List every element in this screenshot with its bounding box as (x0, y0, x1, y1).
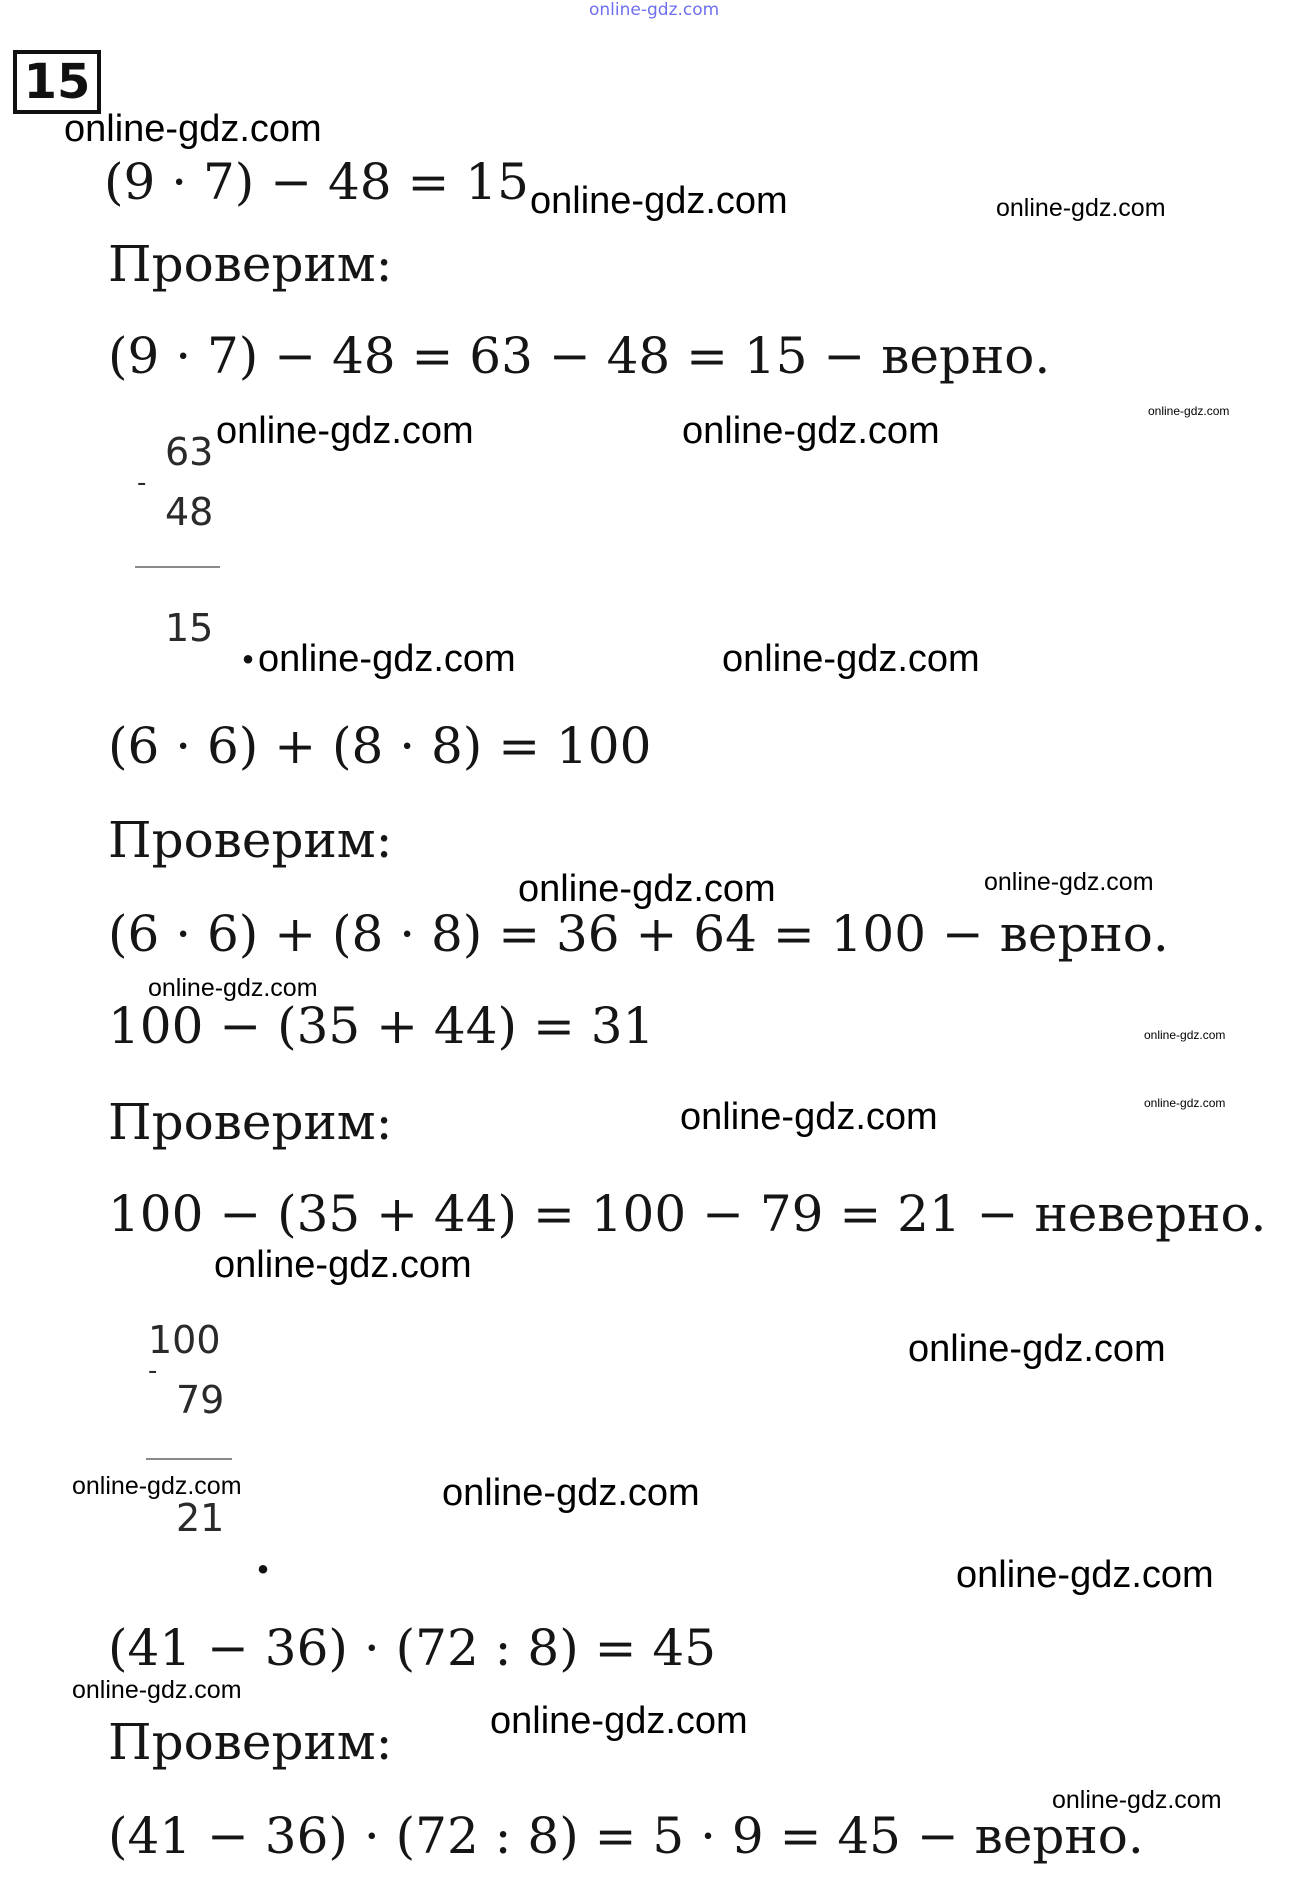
column-calc-1-top: 63 (165, 430, 214, 474)
column-calc-2-operator: - (148, 1356, 158, 1386)
column-calc-1-line (135, 566, 220, 568)
watermark: online-gdz.com (722, 638, 980, 680)
equation-3: 100 − (35 + 44) = 31 (108, 997, 655, 1055)
header-watermark: online-gdz.com (589, 0, 720, 20)
check-line-2: (6 · 6) + (8 · 8) = 36 + 64 = 100 − верно. (108, 905, 1169, 963)
watermark: online-gdz.com (956, 1554, 1214, 1596)
watermark: online-gdz.com (908, 1328, 1166, 1370)
check-heading-2: Проверим: (108, 811, 393, 869)
check-heading-3: Проверим: (108, 1093, 393, 1151)
watermark: online-gdz.com (518, 868, 776, 910)
watermark: online-gdz.com (1144, 1096, 1226, 1110)
column-calc-2-line (146, 1458, 232, 1460)
watermark: online-gdz.com (682, 410, 940, 452)
column-calc-1-operator: - (137, 468, 147, 498)
watermark: online-gdz.com (72, 1472, 242, 1500)
equation-1: (9 · 7) − 48 = 15 (104, 153, 529, 211)
watermark: online-gdz.com (680, 1096, 938, 1138)
watermark: online-gdz.com (1144, 1028, 1226, 1042)
column-calc-1-dot: . (240, 620, 257, 674)
task-number-box: 15 (13, 50, 101, 114)
check-line-3: 100 − (35 + 44) = 100 − 79 = 21 − неверно. (108, 1185, 1267, 1243)
watermark: online-gdz.com (258, 638, 516, 680)
column-calc-2-top: 100 (148, 1318, 221, 1362)
watermark: online-gdz.com (1148, 404, 1230, 418)
equation-4: (41 − 36) · (72 : 8) = 45 (108, 1619, 717, 1677)
watermark: online-gdz.com (442, 1472, 700, 1514)
watermark: online-gdz.com (984, 868, 1154, 896)
watermark: online-gdz.com (72, 1676, 242, 1704)
equation-2: (6 · 6) + (8 · 8) = 100 (108, 717, 652, 775)
check-heading-1: Проверим: (108, 235, 393, 293)
watermark: online-gdz.com (490, 1700, 748, 1742)
check-line-4: (41 − 36) · (72 : 8) = 5 · 9 = 45 − верно. (108, 1807, 1144, 1865)
check-heading-4: Проверим: (108, 1713, 393, 1771)
column-calc-2-result: 21 (176, 1496, 225, 1540)
watermark: online-gdz.com (1052, 1786, 1222, 1814)
watermark: online-gdz.com (64, 108, 322, 150)
column-calc-2-dot: . (255, 1530, 272, 1584)
watermark: online-gdz.com (530, 180, 788, 222)
column-calc-2-bottom: 79 (176, 1378, 225, 1422)
column-calc-1-result: 15 (165, 606, 214, 650)
column-calc-1-bottom: 48 (165, 490, 214, 534)
watermark: online-gdz.com (996, 194, 1166, 222)
watermark: online-gdz.com (216, 410, 474, 452)
watermark: online-gdz.com (148, 974, 318, 1002)
watermark: online-gdz.com (214, 1244, 472, 1286)
check-line-1: (9 · 7) − 48 = 63 − 48 = 15 − верно. (108, 327, 1051, 385)
